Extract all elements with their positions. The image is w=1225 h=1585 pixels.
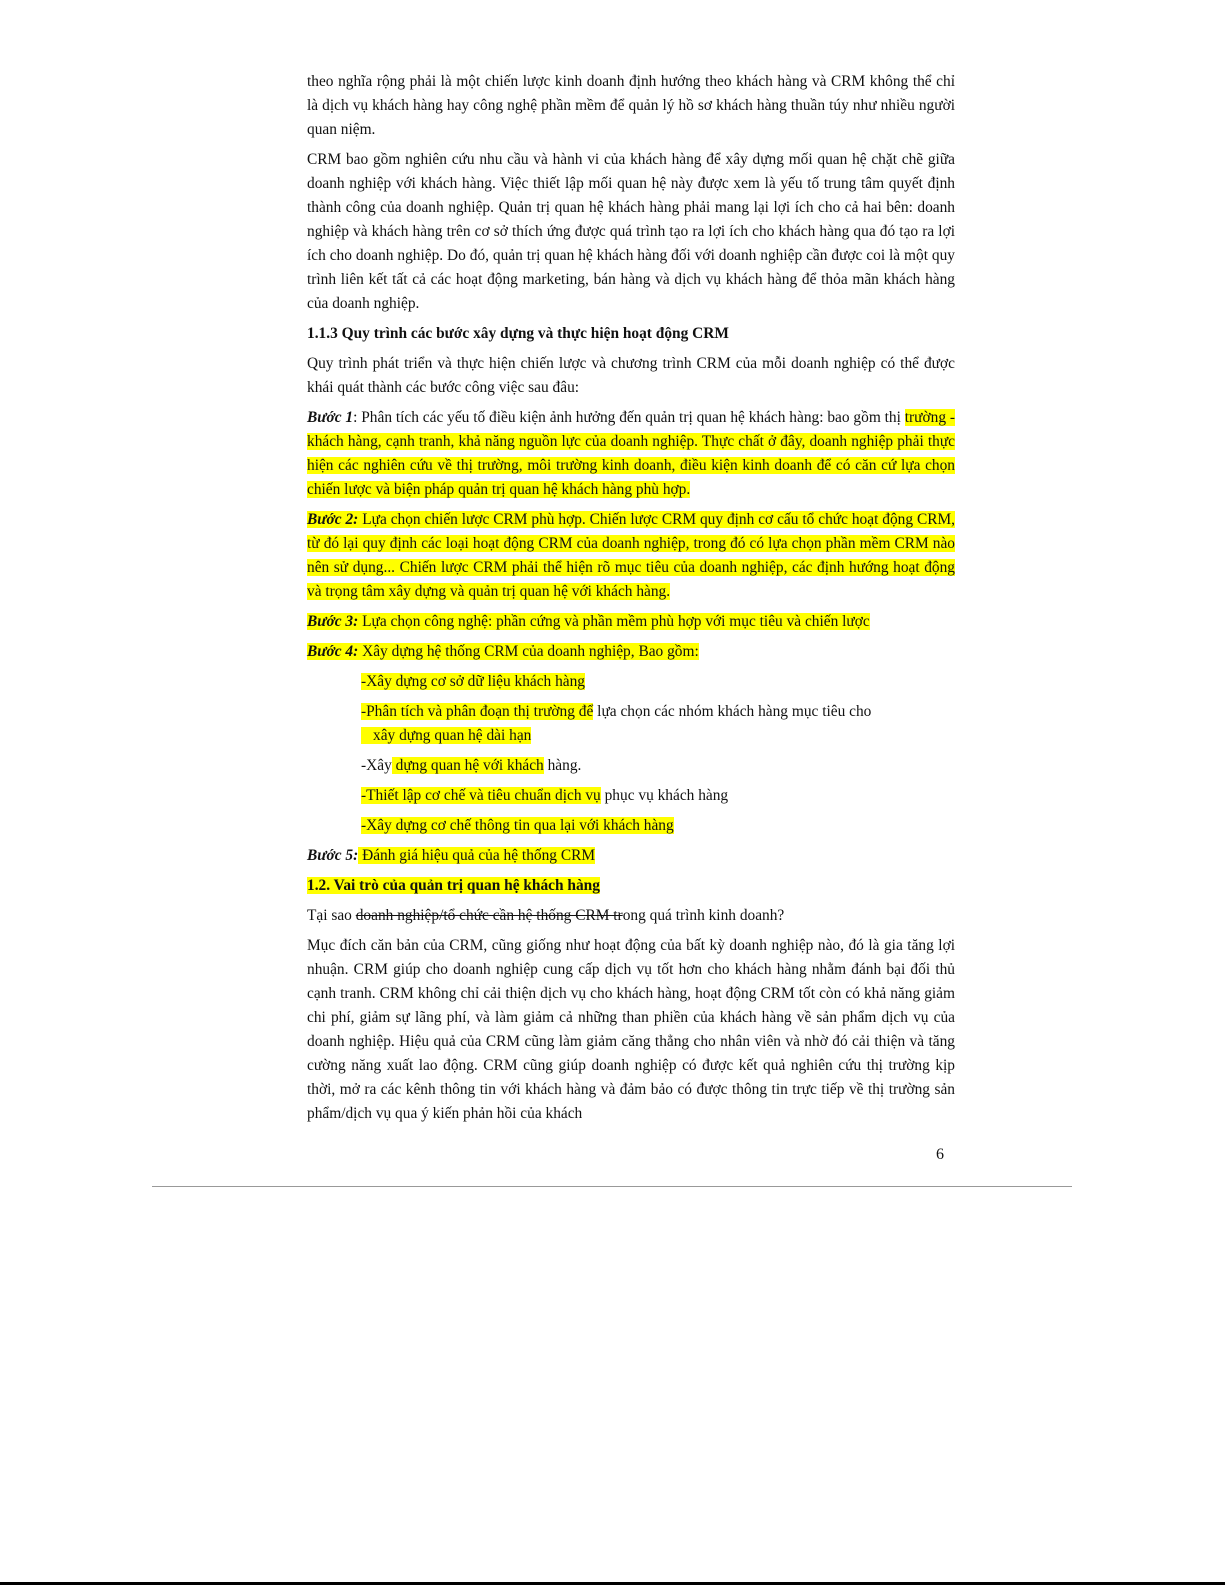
sub-item-5-text: -Xây dựng cơ chế thông tin qua lại với khách hàng: [361, 817, 674, 834]
heading-1-2-text: 1.2. Vai trò của quản trị quan hệ khách hàng: [307, 877, 600, 894]
step-5-text: Đánh giá hiệu quả của hệ thống CRM: [358, 847, 596, 864]
question-suffix: ong quá trình kinh doanh?: [622, 907, 785, 924]
sub-item-3-highlight: dựng quan hệ với khách: [391, 757, 544, 774]
sub-item-4: [307, 784, 955, 808]
step-3: [307, 610, 955, 634]
sub-item-1: [307, 670, 955, 694]
step-3-label: Bước 3:: [307, 613, 359, 630]
paragraph-1: theo nghĩa rộng phải là một chiến lược kinh doanh định hướng theo khách hàng và CRM không thể chỉ là dịch vụ khách hàng hay công nghệ phần mềm để quản lý hồ sơ khách hàng thuần túy như nhiều người quan niệm.: [307, 73, 955, 138]
question-line: [307, 904, 955, 928]
heading-1-2: [307, 874, 955, 898]
step-2: [307, 508, 955, 604]
sub-item-2-text: lựa chọn các nhóm khách hàng mục tiêu cho: [593, 703, 872, 720]
step-2-text: Lựa chọn chiến lược CRM phù hợp. Chiến lược CRM quy định cơ cấu tổ chức hoạt động CRM, từ đó lại quy định các loại hoạt động CRM của doanh nghiệp, trong đó có lựa chọn phần mềm CRM nào nên sử dụng... Chiến lược CRM phải thể hiện rõ mục tiêu của doanh nghiệp, các định hướng hoạt động và trọng tâm xây dựng và quản trị quan hệ với khách hàng.: [307, 511, 956, 600]
paragraph-2: CRM bao gồm nghiên cứu nhu cầu và hành vi của khách hàng để xây dựng mối quan hệ chặt chẽ giữa doanh nghiệp với khách hàng. Việc thiết lập mối quan hệ này được xem là yếu tố trung tâm quyết định thành công của doanh nghiệp. Quản trị quan hệ khách hàng phải mang lại lợi ích cho cả hai bên: doanh nghiệp và khách hàng trên cơ sở thích ứng được quá trình tạo ra lợi ích cho khách hàng qua đó tạo ra lợi ích cho doanh nghiệp. Do đó, quản trị quan hệ khách hàng đối với doanh nghiệp cần được coi là một quy trình liên kết tất cả các hoạt động marketing, bán hàng và dịch vụ khách hàng để thỏa mãn khách hàng của doanh nghiệp.: [307, 151, 955, 312]
step-2-label: Bước 2:: [307, 511, 359, 528]
sub-item-5: [307, 814, 955, 838]
step-4-text: Xây dựng hệ thống CRM của doanh nghiệp, Bao gồm:: [358, 643, 699, 660]
sub-item-2: [307, 700, 955, 748]
sub-item-2-highlight: -Phân tích và phân đoạn thị trường để: [361, 703, 594, 720]
step-4-label: Bước 4:: [307, 643, 359, 660]
sub-item-1-text: -Xây dựng cơ sở dữ liệu khách hàng: [361, 673, 586, 690]
step-1-label: Bước 1: [307, 409, 354, 426]
sub-item-3-suffix: hàng.: [543, 757, 582, 774]
step-1-highlight: trường - khách hàng, cạnh tranh, khả năng nguồn lực của doanh nghiệp. Thực chất ở đây, doanh nghiệp phải thực hiện các nghiên cứu về thị trường, môi trường kinh doanh, điều kiện kinh doanh để có căn cứ lựa chọn chiến lược và biện pháp quản trị quan hệ khách hàng phù hợp.: [307, 409, 955, 498]
sub-item-2-continuation: xây dựng quan hệ dài hạn: [361, 727, 531, 744]
step-5: [307, 844, 955, 868]
step-4: [307, 640, 955, 664]
question-strikethrough: doanh nghiệp/tổ chức cần hệ thống CRM tr: [355, 907, 623, 924]
step-5-label: Bước 5:: [307, 847, 359, 864]
page-divider: [152, 1186, 1072, 1187]
sub-item-4-highlight: -Thiết lập cơ chế và tiêu chuẩn dịch vụ: [361, 787, 601, 804]
step-1: [307, 406, 955, 502]
sub-item-4-text: phục vụ khách hàng: [600, 787, 729, 804]
heading-1-1-3: 1.1.3 Quy trình các bước xây dựng và thực hiện hoạt động CRM: [307, 325, 729, 342]
question-prefix: Tại sao: [307, 907, 356, 924]
paragraph-4: Mục đích căn bản của CRM, cũng giống như hoạt động của bất kỳ doanh nghiệp nào, đó là gia tăng lợi nhuận. CRM giúp cho doanh nghiệp cung cấp dịch vụ tốt hơn cho khách hàng nhằm đánh bại đối thủ cạnh tranh. CRM không chỉ cải thiện dịch vụ cho khách hàng, hoạt động CRM tốt còn có khả năng giảm chi phí, giảm sự lãng phí, và làm giảm cả những than phiền của khách hàng về sản phẩm dịch vụ của doanh nghiệp. Hiệu quả của CRM cũng làm giảm căng thẳng cho nhân viên và nhờ đó cải thiện và tăng cường năng xuất lao động. CRM cũng giúp doanh nghiệp có được kết quả nghiên cứu thị trường kịp thời, mở ra các kênh thông tin với khách hàng và đảm bảo có được thông tin trực tiếp về thị trường sản phẩm/dịch vụ qua ý kiến phản hồi của khách: [307, 937, 955, 1122]
page-number: 6: [936, 1146, 944, 1163]
step-3-text: Lựa chọn công nghệ: phần cứng và phần mềm phù hợp với mục tiêu và chiến lược: [358, 613, 870, 630]
document-page: [307, 70, 955, 1132]
sub-item-3: [307, 754, 955, 778]
sub-item-3-prefix: -Xây: [361, 757, 392, 774]
step-1-text: : Phân tích các yếu tố điều kiện ảnh hưởng đến quản trị quan hệ khách hàng: bao gồm thị: [353, 409, 901, 426]
paragraph-3: Quy trình phát triển và thực hiện chiến lược và chương trình CRM của mỗi doanh nghiệp có thể được khái quát thành các bước công việc sau đâu:: [307, 355, 955, 396]
